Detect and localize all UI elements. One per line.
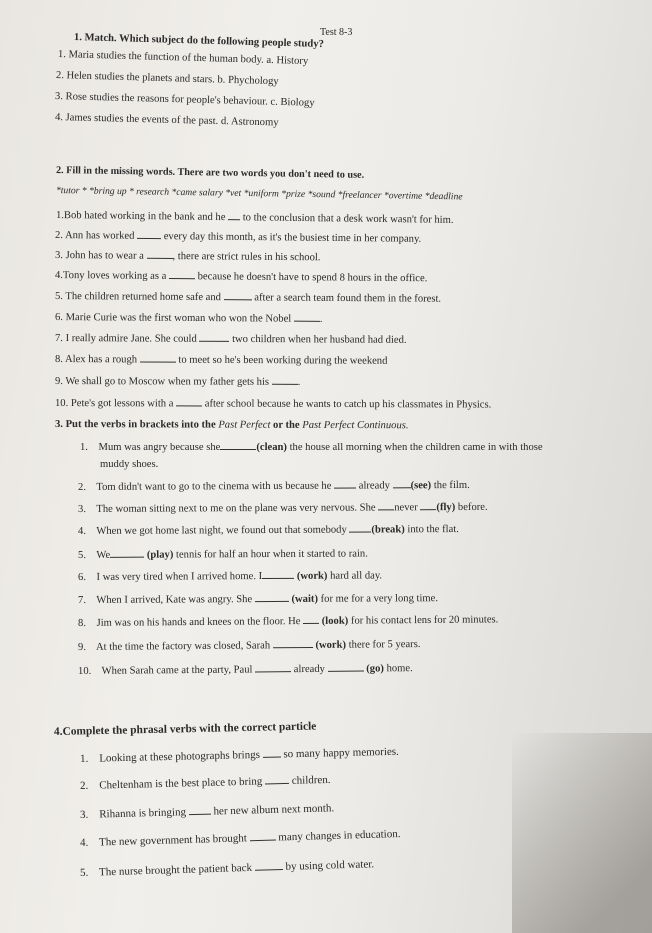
answer-blank[interactable] [272,375,298,385]
section1-title: 1. Match. Which subject do the following people study? [73,32,325,50]
answer-blank[interactable] [140,352,176,362]
s1-item-3: 3. Rose studies the reasons for people's behaviour. c. Biology [54,91,315,109]
s4-item: 4. The new government has brought many changes in education. [79,828,401,849]
s4-item: 2. Cheltenham is the best place to bring children. [79,773,331,792]
section2-title: 2. Fill in the missing words. There are two words you don't need to use. [55,165,365,181]
answer-blank[interactable] [334,479,356,489]
answer-blank[interactable] [228,210,240,220]
s3-item: 10. When Sarah came at the party, Paul already (go) home. [77,663,413,677]
answer-blank[interactable] [393,478,411,488]
s4-item: 1. Looking at these photographs brings so many happy memories. [79,745,399,765]
s2-item: 10. Pete's got lessons with a after school because he wants to catch up his classmates in Physics. [54,398,492,411]
answer-blank[interactable] [262,569,294,579]
answer-blank[interactable] [262,747,280,757]
s3-item: 8. Jim was on his hands and knees on the floor. He (look) for his contact lens for 20 minutes. [77,614,499,629]
section4-title: 4.Complete the phrasal verbs with the correct particle [53,720,317,738]
s2-word-bank: *tutor * *bring up * research *came salary *vet *uniform *prize *sound *freelancer *overtime *deadline [55,185,463,203]
s2-item: 3. John has to wear a , there are strict rules in his school. [54,250,321,264]
s3-item: 5. We (play) tennis for half an hour when it started to rain. [77,548,368,561]
answer-blank[interactable] [294,312,320,322]
answer-blank[interactable] [199,332,229,342]
s1-item-4: 4. James studies the events of the past. d. Astronomy [54,112,279,129]
answer-blank[interactable] [249,831,275,842]
s4-item: 3. Rihanna is bringing her new album next month. [79,802,335,821]
answer-blank[interactable] [420,500,436,510]
answer-blank[interactable] [328,662,364,672]
s3-item: 2. Tom didn't want to go to the cinema with us because he already (see) the film. [77,479,470,493]
answer-blank[interactable] [255,860,283,871]
answer-blank[interactable] [176,396,202,406]
s2-item: 6. Marie Curie was the first woman who won the Nobel . [54,312,323,325]
answer-blank[interactable] [273,638,313,648]
answer-blank[interactable] [220,440,256,450]
answer-blank[interactable] [303,614,319,624]
s1-item-2: 2. Helen studies the planets and stars. b. Phychology [55,70,279,88]
answer-blank[interactable] [255,592,289,602]
answer-blank[interactable] [255,662,291,672]
s3-item: 9. At the time the factory was closed, Sarah (work) there for 5 years. [77,639,421,653]
s2-item: 7. I really admire Jane. She could two children when her husband had died. [54,333,407,346]
answer-blank[interactable] [265,774,289,785]
answer-blank[interactable] [110,548,144,558]
s2-item: 9. We shall go to Moscow when my father gets his . [54,376,301,388]
s3-item: 7. When I arrived, Kate was angry. She (wait) for me for a very long time. [77,593,439,606]
answer-blank[interactable] [137,229,161,239]
s3-item: 6. I was very tired when I arrived home. I (work) hard all day. [77,570,383,583]
s2-item: 8. Alex has a rough to meet so he's been working during the weekend [54,354,388,367]
answer-blank[interactable] [349,522,371,532]
s3-item: 4. When we got home last night, we found out that somebody (break) into the flat. [77,524,459,537]
answer-blank[interactable] [224,290,252,300]
s4-item: 5. The nurse brought the patient back by using cold water. [79,858,375,879]
section3-title: 3. Put the verbs in brackets into the Past Perfect or the Past Perfect Continuous. [54,419,409,432]
photo-shadow [512,733,652,933]
s3-item: 3. The woman sitting next to me on the plane was very nervous. She never (fly) before. [77,501,488,515]
s1-item-1: 1. Maria studies the function of the human body. a. History [57,49,309,67]
answer-blank[interactable] [378,500,394,510]
s2-item: 4.Tony loves working as a because he doesn't have to spend 8 hours in the office. [54,270,428,285]
answer-blank[interactable] [189,805,211,816]
answer-blank[interactable] [169,269,195,279]
s2-item: 2. Ann has worked every day this month, as it's the busiest time in her company. [54,230,422,245]
test-label: Test 8-3 [320,27,353,38]
answer-blank[interactable] [146,249,172,259]
s3-item-continuation: muddy shoes. [100,459,159,470]
s2-item: 5. The children returned home safe and after a search team found them in the forest. [54,291,442,305]
s3-item: 1. Mum was angry because she (clean) the house all morning when the children came in with those [80,442,543,453]
s2-item: 1.Bob hated working in the bank and he to the conclusion that a desk work wasn't for him. [55,210,454,226]
